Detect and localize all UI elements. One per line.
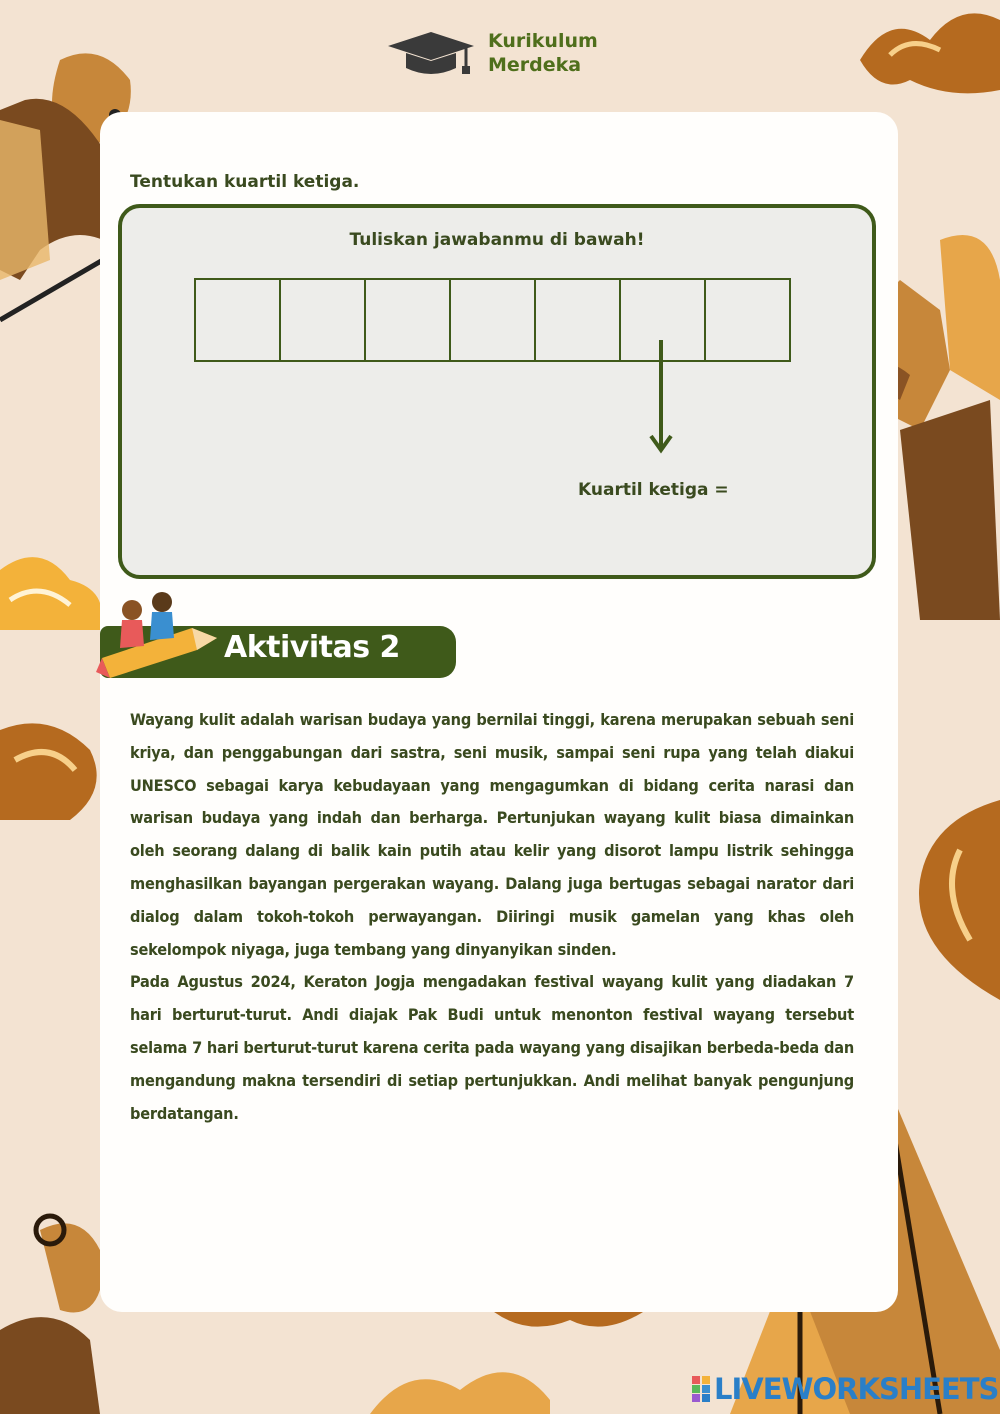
curriculum-title-line1: Kurikulum [488, 30, 598, 52]
arrow-down-icon [646, 340, 676, 456]
liveworksheets-logo-icon [692, 1376, 712, 1402]
answer-cell-5[interactable] [534, 278, 621, 362]
header [386, 28, 598, 78]
cloud-ornament-top-right-icon [850, 0, 1000, 100]
answer-instruction: Tuliskan jawabanmu di bawah! [349, 230, 645, 250]
story-text [130, 704, 854, 1130]
story-paragraph-2: Pada Agustus 2024, Keraton Jogja mengadakan festival wayang kulit yang diadakan 7 hari berturut-turut. Andi diajak Pak Budi untuk menonton festival wayang tersebut selama 7 hari berturut-turut karena cerita pada wayang yang disajikan berbeda-beda dan mengandung makna tersendiri di setiap pertunjukkan. Andi melihat banyak pengunjung berdatangan. [130, 972, 854, 1123]
answer-panel [118, 204, 876, 579]
cloud-ornament-right-icon [900, 800, 1000, 1000]
cloud-ornament-left-mid-icon [0, 710, 110, 830]
story-paragraph-1: Wayang kulit adalah warisan budaya yang bernilai tinggi, karena merupakan sebuah seni kriya, dan penggabungan dari sastra, seni musik, sampai seni rupa yang telah diakui UNESCO sebagai karya kebudayaan yang mengagumkan di bidang cerita narasi dan warisan budaya yang indah dan berharga. Pertunjukan wayang kulit biasa dimainkan oleh seorang dalang di balik kain putih atau kelir yang disorot lampu listrik sehingga menghasilkan bayangan pergerakan wayang. Dalang juga bertugas sebagai narator dari dialog dalam tokoh-tokoh perwayangan. Diiringi musik gamelan yang khas oleh sekelompok niyaga, juga tembang yang dinyanyikan sinden. [130, 710, 854, 959]
question-prompt: Tentukan kuartil ketiga. [130, 172, 360, 192]
activity-title: Aktivitas 2 [224, 630, 400, 665]
liveworksheets-text: LIVEWORKSHEETS [714, 1372, 999, 1406]
graduation-cap-icon [386, 28, 476, 78]
answer-cells [194, 278, 791, 362]
answer-cell-7[interactable] [704, 278, 791, 362]
cloud-ornament-bottom-left-icon [370, 1350, 550, 1414]
answer-cell-3[interactable] [364, 278, 451, 362]
kids-on-pencil-icon [92, 588, 222, 683]
answer-cell-2[interactable] [279, 278, 366, 362]
third-quartile-label: Kuartil ketiga = [578, 480, 729, 500]
liveworksheets-logo[interactable] [692, 1372, 998, 1406]
curriculum-title [488, 29, 598, 77]
curriculum-title-line2: Merdeka [488, 54, 582, 76]
answer-cell-4[interactable] [449, 278, 536, 362]
answer-cell-1[interactable] [194, 278, 281, 362]
